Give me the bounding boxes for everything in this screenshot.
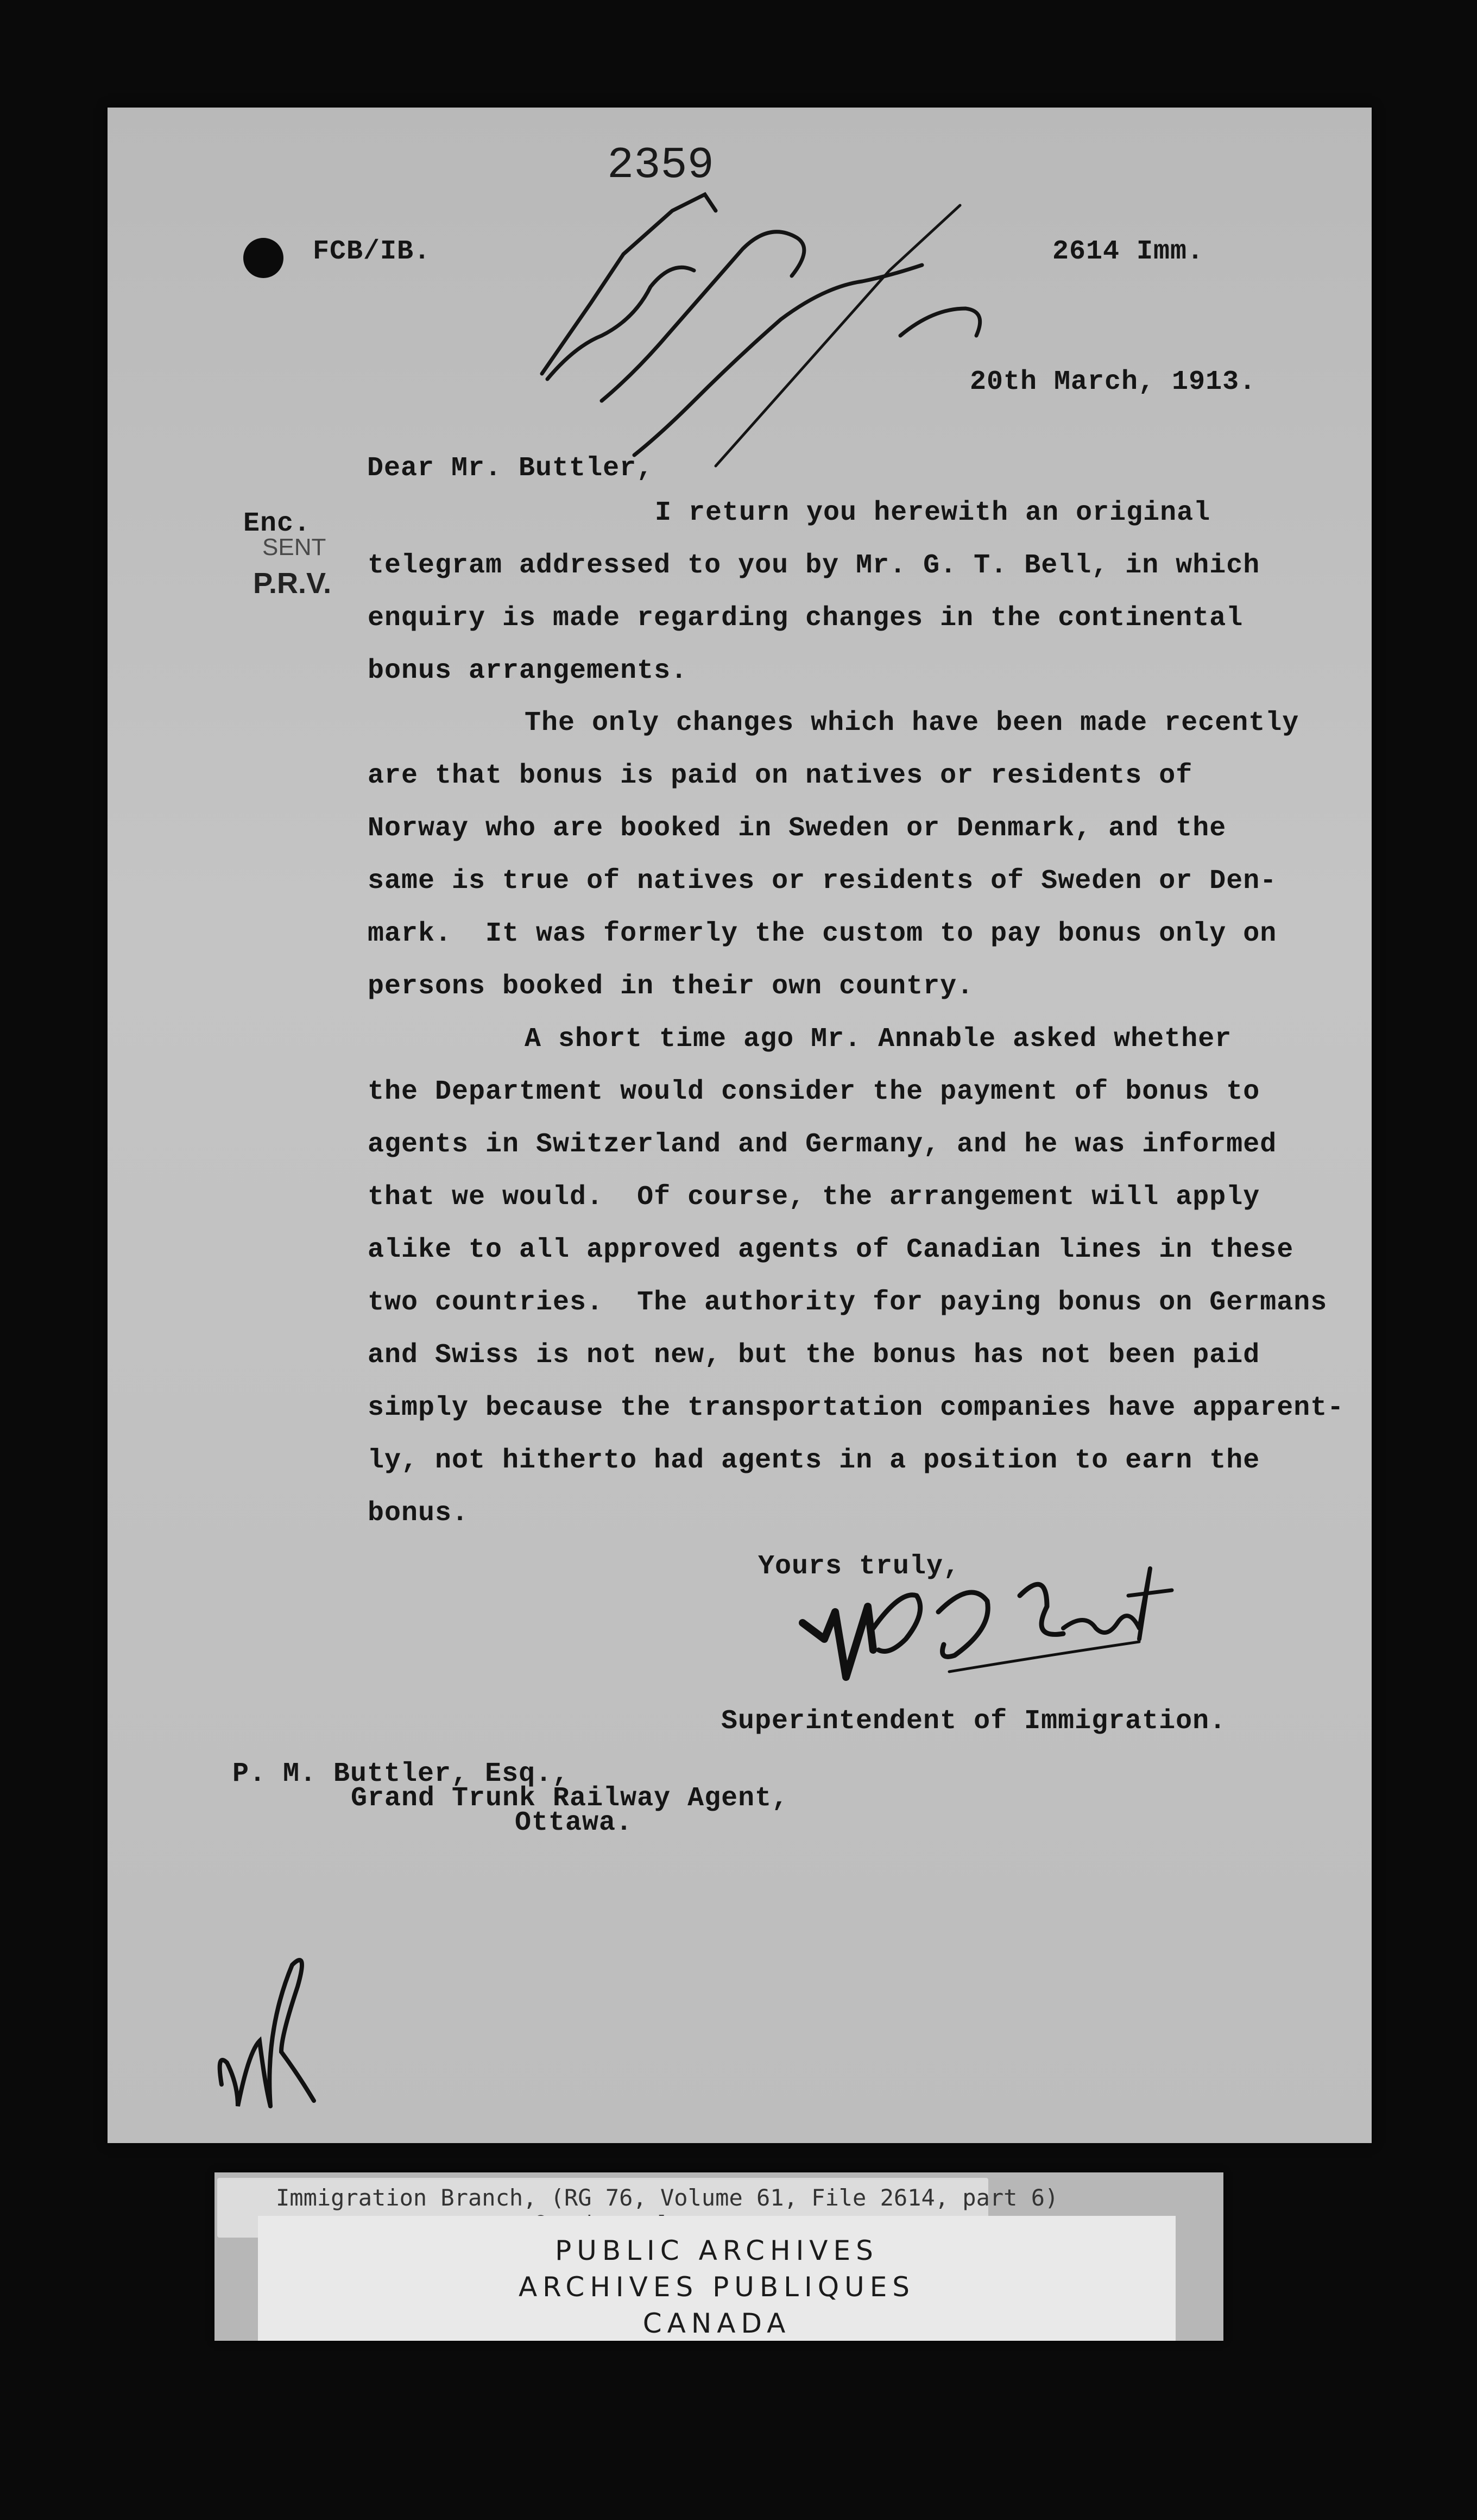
body-line: bonus. (368, 1498, 469, 1529)
body-line: The only changes which have been made recently (525, 708, 1299, 739)
catalog-reference: Immigration Branch, (RG 76, Volume 61, File 2614, part 6) (276, 2184, 1059, 2211)
archive-name-fr: ARCHIVES PUBLIQUES (518, 2271, 916, 2303)
handwritten-initials (205, 1943, 325, 2128)
body-line: Norway who are booked in Sweden or Denmark, and the (368, 813, 1227, 844)
body-line: alike to all approved agents of Canadian lines in these (368, 1234, 1294, 1265)
handwritten-annotation (509, 173, 1031, 477)
body-line: enquiry is made regarding changes in the continental (368, 603, 1244, 634)
letter-page (108, 108, 1372, 2143)
body-line: ly, not hitherto had agents in a position to earn the (368, 1445, 1260, 1476)
body-line: bonus arrangements. (368, 656, 688, 686)
enclosure-note: Enc. (243, 508, 311, 539)
stamp-initials: P.R.V. (253, 567, 332, 600)
annotation-text: Deliver to Mr Buttler by messenger (602, 417, 612, 418)
body-line: and Swiss is not new, but the bonus has not been paid (368, 1340, 1260, 1371)
salutation: Dear Mr. Buttler, (367, 453, 654, 484)
address-line: P. M. Buttler, Esq., (232, 1759, 570, 1790)
archive-name-en: PUBLIC ARCHIVES (555, 2235, 879, 2266)
closing: Yours truly, (758, 1551, 961, 1582)
file-number: 2359 (607, 140, 714, 191)
body-line: that we would. Of course, the arrangement will apply (368, 1182, 1260, 1213)
body-line: telegram addressed to you by Mr. G. T. Bell, in which (368, 550, 1260, 581)
archive-label-strip (214, 2172, 1223, 2341)
address-line: Grand Trunk Railway Agent, (351, 1783, 789, 1814)
body-line: agents in Switzerland and Germany, and he was informed (368, 1129, 1277, 1160)
body-line: are that bonus is paid on natives or residents of (368, 760, 1193, 791)
body-line: two countries. The authority for paying bonus on Germans (368, 1287, 1328, 1318)
reference-left: FCB/IB. (313, 236, 431, 267)
archive-card (258, 2216, 1176, 2341)
punch-hole (243, 238, 283, 278)
date: 20th March, 1913. (970, 367, 1257, 398)
body-line: persons booked in their own country. (368, 971, 974, 1002)
body-line: I return you herewith an original (655, 497, 1211, 528)
body-line: the Department would consider the payment of bonus to (368, 1076, 1260, 1107)
initials-text: MR (205, 1943, 206, 1944)
body-line: same is true of natives or residents of Sweden or Den- (368, 866, 1277, 897)
reference-right: 2614 Imm. (1052, 236, 1204, 267)
body-line: simply because the transportation companies have apparent- (368, 1393, 1345, 1423)
body-line: A short time ago Mr. Annable asked whether (525, 1024, 1232, 1055)
body-line: mark. It was formerly the custom to pay bonus only on (368, 918, 1277, 949)
signature (792, 1547, 1215, 1710)
address-line: Ottawa. (515, 1807, 633, 1838)
signatory-title: Superintendent of Immigration. (721, 1706, 1227, 1737)
archive-country: CANADA (642, 2308, 791, 2339)
stamp-sent: SENT (262, 534, 326, 560)
